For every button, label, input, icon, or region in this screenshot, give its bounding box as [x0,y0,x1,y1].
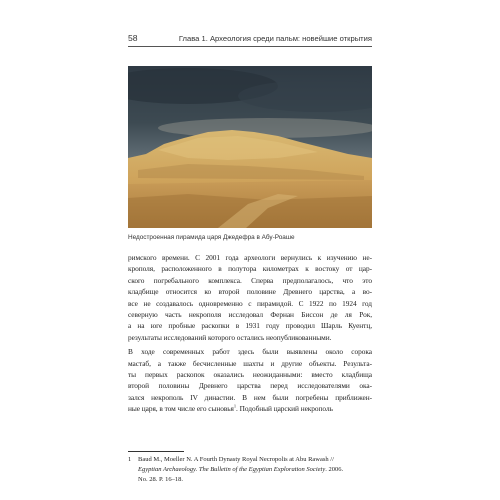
text-line: а на юге пробные раскопки в 1931 году проводил Шарль Куентц, [128,321,372,331]
text-line: все не создавалось одновременно с пирамидой. С 1922 по 1924 год [128,298,372,308]
text-line: северную часть некрополя исследовал Фернан Биссон де ля Рок, [128,309,372,319]
text-line: второй половины Древнего царства перед исследователями ока- [128,381,372,391]
figure-caption: Недостроенная пирамида царя Джедефра в Абу-Роаше [128,234,295,241]
footnote-ref[interactable]: 1 [233,403,237,409]
footnote-text: Baud M., Moeller N. A Fourth Dynasty Royal Necropolis at Abu Rawash // [138,456,334,463]
footnote [128,455,372,484]
running-title: Глава 1. Археология среди пальм: новейшие открытия [178,34,372,43]
text-line: римского времени. С 2001 года археологи вернулись к изучению не- [128,253,372,262]
text-line: ского погребального комплекса. Сперва предполагалось, что это [128,275,372,285]
footnote-line: No. 28. P. 16–18. [138,475,183,483]
footnote-line [128,455,372,465]
footnote-line [128,465,372,475]
footnote-text: . 2006. [325,465,344,473]
text-line: крополя, расположенного в полутора километрах к востоку от цар- [128,264,372,274]
header-rule [128,46,372,47]
pyramid-photo [128,66,372,228]
footnote-rule [128,451,184,452]
footnote-journal: Egyptian Archaeology. The Bulletin of the Egyptian Exploration Society [138,465,326,473]
text-segment: ные царя, в том числе его сыновья [128,404,234,414]
text-line: зался некрополь IV династии. В нем были погребены приближен- [128,392,372,402]
text-segment: . Подобный царский некрополь [236,404,333,414]
footnote-mark: 1 [128,456,132,463]
text-line: кладбище относится ко второй половине Древнего царства, а во- [128,287,372,297]
running-header [128,33,372,43]
text-line: мастаб, а также бесчисленные шахты и другие объекты. Результа- [128,358,372,368]
page-number: 58 [128,33,138,43]
body-text [128,252,372,414]
text-line [128,403,372,414]
text-line: результаты исследований которого остались неопубликованными. [128,332,332,342]
text-line: ты первых раскопок оказались неожиданными: вместо кладбища [128,369,372,379]
text-line: В ходе современных работ здесь были выявлены около сорока [128,347,372,357]
